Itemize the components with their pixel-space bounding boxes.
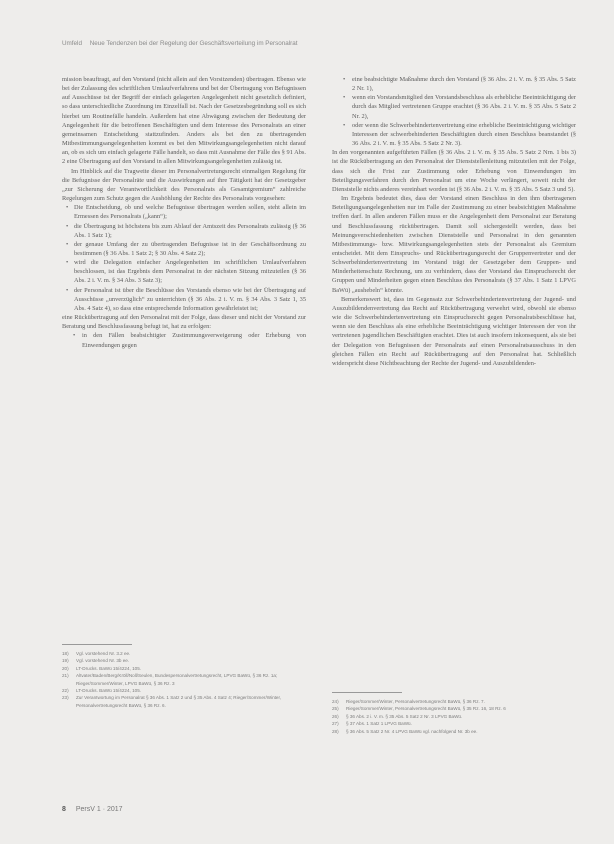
footnote: [62, 687, 302, 694]
list-item: • die Übertragung ist höchstens bis zum Ablauf der Amtszeit des Personalrats zulässig (§ 36 Abs. 1 Satz 1);: [74, 222, 306, 240]
left-column: [62, 75, 306, 350]
footnote-text: Zur Verantwortung im Personalrat § 36 Abs. 1 Satz 2 und § 35 Abs. 4 Satz 4; Rieger/Sommer/Winter, Personalvertretungsrecht BaWü, § 36 Rz. 6.: [76, 695, 282, 708]
footnote: [332, 705, 572, 712]
footnote-number: 20): [62, 665, 69, 671]
footnote-number: 22): [62, 688, 69, 694]
paragraph: mission beauftragt, auf den Vorstand (nicht allein auf den Vorsitzenden) übertragen. Ebenso wie bei der Zulassung des schriftlichen Umlaufverfahrens und bei der Übertragung von Befugnissen auf Ausschüsse ist der Begriff der einfach gelagerten Angelegenheit nicht gesetzlich definiert, so dass unterschiedliche Zuordnung im Einzelfall ist. Nach der Gesetzesbegründung soll es sich hierbei um Routinefälle handeln. Außerdem hat eine Abwägung zwischen der Bedeutung der Angelegenheit für die betroffenen Beschäftigten und dem Interesse des Personalrats an einer gemeinsamen Entscheidung stattzufinden. Anders als bei den zu übertragenden Mitbestimmungsangelegenheiten kommt es bei den Mitwirkungsangelegenheiten nicht darauf an, ob es sich um einfach gelagerte Fälle handelt, so dass mit Ausnahme der Fälle des § 91 Abs. 2 eine Übertragung auf den Vorstand in allen Mitwirkungsangelegenheiten zulässig ist.: [62, 76, 306, 166]
footnote-text: § 36 Abs. 5 Satz 2 Nr. 4 LPVG BaWü vgl. nachfolgend Nr. 3b ee.: [346, 728, 478, 734]
running-header: [62, 40, 562, 47]
footnote-number: 25): [332, 706, 339, 712]
footnote-divider: [62, 644, 132, 645]
header-title: Neue Tendenzen bei der Regelung der Geschäftsverteilung im Personalrat: [89, 40, 298, 47]
paragraph: Im Hinblick auf die Tragweite dieser im Personalvertretungsrecht einmaligen Regelung für die Befugnisse der Personalräte und die Auswirkungen auf ihre Tätigkeit hat der Gesetzgeber „zur Sicherung der Verantwortlichkeit des Personalrats als Gesamtgremium“ zahlreiche Regelungen zum Schutz gegen die Aushöhlung der Rechte des Personalrats vorgesehen:: [62, 167, 306, 203]
paragraph: eine Rückübertragung auf den Personalrat mit der Folge, dass dieser und nicht der Vorstand zur Beratung und Beschlussfassung befugt ist, hat zu erfolgen:: [62, 314, 306, 331]
footnote: [62, 694, 302, 709]
footnote: [332, 728, 572, 735]
footnote-number: 18): [62, 651, 69, 656]
footnote-number: 19): [62, 658, 69, 664]
footnote: [62, 672, 302, 687]
right-column: [332, 75, 576, 368]
sub-bullet-list: [332, 75, 576, 148]
list-item: • der genaue Umfang der zu übertragenden Befugnisse ist in der Geschäftsordnung zu bestimmen (§ 36 Abs. 1 Satz 2; § 30 Abs. 4 Satz 2);: [74, 240, 306, 258]
footnote-divider: [332, 692, 402, 693]
footnote: [62, 657, 302, 664]
paragraph: In den vorgenannten aufgeführten Fällen (§ 36 Abs. 2 i. V. m. § 35 Abs. 5 Satz 2 Nrn. 1 bis 3) ist die Rückübertragung an den Personalrat der Dienststellenleitung mitzuteilen mit der Folge, dass sich die Frist zur Zustimmung oder Erhebung von Einwendungen im Beteiligungsverfahren durch den Personalrat um eine Woche verlängert, soweit nicht der Dienststelle nichts anderes vereinbart worden ist (§ 36 Abs. 2 i. V. m. § 35 Abs. 5 Satz 3 und 5).: [332, 149, 576, 193]
footnote-text: LT-Drucks. BaWü 15/4224, 105.: [76, 665, 142, 671]
footnotes-left: [62, 650, 302, 709]
footnote-text: § 37 Abs. 1 Satz 1 LPVG BaWü.: [346, 721, 412, 727]
footnotes-right: [332, 698, 572, 735]
header-section: Umfeld: [62, 40, 82, 47]
footnote-number: 24): [332, 699, 339, 704]
footnote-number: 21): [62, 673, 69, 679]
footnote-number: 27): [332, 721, 339, 727]
list-item: • oder wenn die Schwerbehindertenvertretung eine erhebliche Beeinträchtigung wichtiger Interessen der schwerbehinderten Beschäftigten durch einen Beschluss beanstandet (§ 36 Abs. 2 i. V. m. § 35 Abs. 5 Satz 2 Nr. 3).: [352, 121, 576, 148]
list-item: • der Personalrat ist über die Beschlüsse des Vorstands ebenso wie bei der Übertragung auf Ausschüsse „unverzüglich“ zu unterrichten (§ 36 Abs. 2 i. V. m. § 34 Abs. 3 Satz 1, 35 Abs. 4 Satz 4), so dass eine entsprechende Information gewährleistet ist;: [74, 286, 306, 313]
footnote: [62, 665, 302, 672]
footnote: [332, 720, 572, 727]
footnote-text: Rieger/Sommer/Winter, Personalvertretungsrecht BaWü, § 36 Rz. 7.: [346, 699, 485, 704]
footnote-text: Vgl. vorstehend Nr. 3b ee.: [76, 658, 130, 664]
footnote: [62, 650, 302, 657]
journal-issue: PersV 1 · 2017: [75, 806, 123, 813]
footnote-number: 26): [332, 713, 339, 719]
list-item: • in den Fällen beabsichtigter Zustimmungsverweigerung oder Erhebung von Einwendungen gegen: [82, 331, 306, 349]
list-item: • Die Entscheidung, ob und welche Befugnisse übertragen werden sollen, steht allein im Ermessen des Personalrats („kann“);: [74, 203, 306, 221]
footnote: [332, 713, 572, 720]
footnote-text: § 36 Abs. 2 i. V. m. § 35 Abs. 5 Satz 2 Nr. 3 LPVG BaWü.: [346, 713, 463, 719]
footnote-text: Altvater/Baden/Berg/Kröll/Noll/Seulen, Bundespersonalvertretungsrecht, LPVG BaWü, § 36 Rz. 1a; Rieger/Sommer/Winter, LPVG BaWü, § 36 Rz. 3: [76, 673, 278, 686]
list-item: • eine beabsichtigte Maßnahme durch den Vorstand (§ 36 Abs. 2 i. V. m. § 35 Abs. 5 Satz 2 Nr. 1),: [352, 75, 576, 93]
footnote-text: Rieger/Sommer/Winter, Personalvertretungsrecht BaWü, § 35 Rz. 16, 18 Rz. 6: [346, 706, 506, 712]
page-footer: [62, 806, 123, 813]
paragraph: Bemerkenswert ist, dass im Gegensatz zur Schwerbehindertenvertretung der Jugend- und Auszubildendenvertretung das Recht auf Rückübertragung verwehrt wird, obwohl sie ebenso wie die Schwerbehindertenvertretung ein Einspruchsrecht gegen Personalratsbeschlüsse hat, wenn sie den Beschluss als eine erhebliche Beeinträchtigung wichtiger Interessen der von ihr vertretenen jugendlichen Beschäftigten erachtet. Dies ist auch insofern inkonsequent, als sie bei der Delegation von Befugnissen der Personalrats auf einen Personalratsausschuss in den gleichen Fällen ein Recht auf Rückübertragung auf den Personalrat hat. Schließlich widerspricht diese Nichtbeachtung der Rechte der Jugend- und Auszubildenden-: [332, 295, 576, 367]
paragraph: Im Ergebnis bedeutet dies, dass der Vorstand einen Beschluss in den ihm übertragenen Beteiligungsangelegenheiten nur im Falle der Zustimmung zu einer beabsichtigten Maßnahme treffen darf. In allen anderen Fällen muss er die Angelegenheit dem Personalrat zur Beratung und Beschlussfassung rückübertragen. Damit soll sichergestellt werden, dass bei Meinungsverschiedenheiten zwischen Dienststelle und Personalrat in den genannten Mitbestimmungs- bzw. Mitwirkungsangelegenheiten stets der Personalrat als Gremium entscheidet. Mit dem Einspruchs- und Rückübertragungsrecht der Gruppenvertreter und der Schwerbehindertenvertretung im Vorstand trägt der Gesetzgeber dem Gruppen- und Minderheitenschutz Rechnung, um zu verhindern, dass der Vorstand das Einspruchsrecht der Gruppen und Minderheiten gegen einen Beschluss des Personalrats (§ 37 Abs. 1 Satz 1 LPVG BaWü) „aushebeln“ könnte.: [332, 195, 576, 294]
footnote-text: LT-Drucks. BaWü 15/4224, 105.: [76, 688, 142, 694]
footnote-number: 28): [332, 728, 339, 734]
list-item: • wenn ein Vorstandsmitglied den Vorstandsbeschluss als erhebliche Beeinträchtigung der durch das Mitglied vertretenen Gruppe erachtet (§ 36 Abs. 2 i. V. m. § 35 Abs. 5 Satz 2 Nr. 2),: [352, 93, 576, 120]
sub-bullet-list: [62, 331, 306, 349]
footnote-text: Vgl. vorstehend Nr. 3.2 ee.: [76, 651, 131, 656]
list-item: • wird die Delegation einfacher Angelegenheiten im schriftlichen Umlaufverfahren beschlossen, ist das Ergebnis dem Personalrat in der nächsten Sitzung mitzuteilen (§ 36 Abs. 2 i. V. m. § 34 Abs. 3 Satz 3);: [74, 258, 306, 285]
bullet-list: [62, 203, 306, 313]
footnote: [332, 698, 572, 705]
page-number: 8: [62, 806, 66, 813]
footnote-number: 23): [62, 695, 69, 701]
